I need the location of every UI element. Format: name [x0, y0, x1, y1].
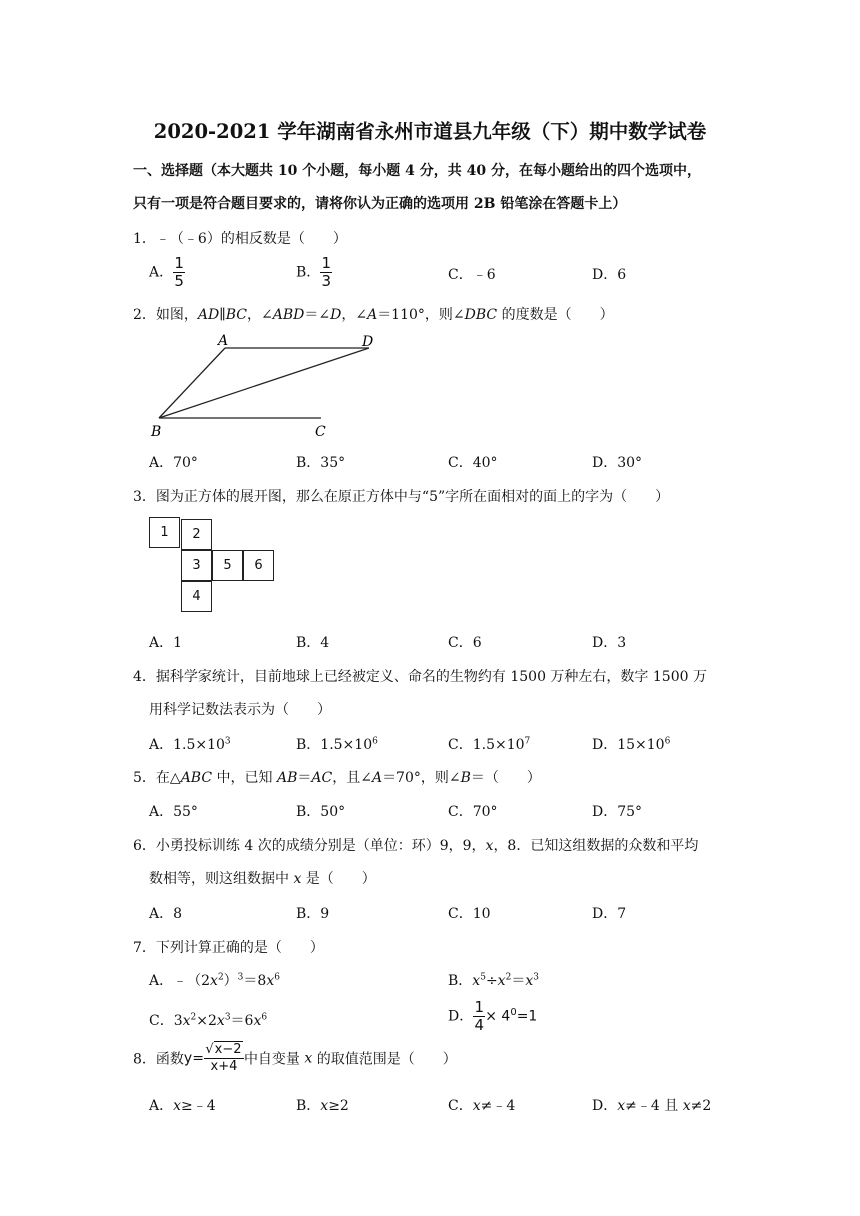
- q7-d-denominator: 4: [474, 1016, 484, 1034]
- q2-stem-mid1: ，∠: [247, 307, 273, 323]
- q6-stem2-post: 是（ ）: [301, 871, 376, 887]
- q3-cell-6: 6: [243, 550, 274, 581]
- q3-option-a: A．1: [149, 635, 183, 651]
- q6-stem1-pre: 6．小勇投标训练 4 次的成绩分别是（单位：环）9，9，: [133, 838, 486, 854]
- question-3-stem: 3．图为正方体的展开图，那么在原正方体中与“5”字所在面相对的面上的字为（ ）: [133, 489, 670, 505]
- q4-option-b: [296, 734, 378, 754]
- question-4-stem-line2: 用科学记数法表示为（ ）: [149, 702, 331, 718]
- q4-option-d: [592, 734, 670, 754]
- q8-d-rest: ≠2: [690, 1098, 712, 1114]
- q1-option-a: [149, 256, 185, 289]
- q8-sqrt: √x−2: [205, 1042, 242, 1057]
- q3-option-d: D．3: [592, 635, 627, 651]
- q8-option-b: [296, 1095, 349, 1115]
- q5-stem-eq: ＝: [297, 770, 312, 786]
- q1-a-numerator: 1: [174, 254, 184, 272]
- q2-stem-dbc: DBC: [464, 307, 498, 323]
- q2-stem-a: A: [367, 307, 378, 323]
- q8-b-rest: ≥2: [328, 1098, 349, 1114]
- q5-stem-b: B: [460, 770, 471, 786]
- q5-option-b: B．50°: [296, 804, 346, 820]
- question-8-stem: [133, 1043, 457, 1074]
- q4-c-exponent: 7: [524, 736, 531, 747]
- question-6-stem-line2: [149, 868, 376, 888]
- q1-b-denominator: 3: [321, 272, 332, 290]
- q4-d-base: D．15×10: [592, 737, 665, 753]
- q6-stem1-post: ，8．已知这组数据的众数和平均: [493, 838, 699, 854]
- q5-stem-mid: 中，已知: [212, 770, 277, 786]
- q8-stem-pre: 8．函数: [133, 1051, 184, 1068]
- question-4-stem-line1: 4．据科学家统计，目前地球上已经被定义、命名的生物约有 1500 万种左右，数字 1500 万: [133, 669, 707, 685]
- q5-option-a: A．55°: [149, 804, 198, 820]
- q8-a-x: x: [173, 1098, 182, 1114]
- page-title: 2020-2021 学年湖南省永州市道县九年级（下）期中数学试卷: [153, 120, 707, 143]
- q8-d-mid: ≠﹣4 且: [625, 1098, 683, 1114]
- q5-stem-end: ＝（ ）: [470, 770, 541, 786]
- q8-b-x: x: [320, 1098, 329, 1114]
- q2-stem-parallel: ∥: [219, 307, 226, 323]
- q2-stem-ad: AD: [197, 307, 220, 323]
- q1-option-a-fraction: [173, 256, 185, 289]
- q1-option-a-label: A．: [149, 264, 174, 281]
- q8-a-label: A．: [149, 1098, 174, 1114]
- q2-label-b: B: [151, 424, 162, 440]
- q2-stem-pre: 2．如图，: [133, 307, 198, 323]
- q8-denominator: x+4: [210, 1059, 238, 1074]
- q8-sqrt-radicand: x−2: [214, 1042, 242, 1057]
- q5-option-c: C．70°: [448, 804, 498, 820]
- q2-figure-trapezoid: [145, 330, 395, 442]
- q6-stem2-pre: 数相等，则这组数据中: [149, 871, 294, 887]
- q4-a-exponent: 3: [224, 736, 231, 747]
- q2-option-b: B．35°: [296, 455, 346, 471]
- q2-label-a: A: [218, 333, 229, 349]
- q2-stem-abd: ABD: [272, 307, 305, 323]
- question-6-stem-line1: [133, 835, 698, 855]
- q3-cell-3: 3: [181, 550, 212, 581]
- q8-a-rest: ≥﹣4: [181, 1098, 216, 1114]
- q6-stem2-x: x: [293, 871, 302, 887]
- q8-d-x: x: [617, 1098, 626, 1114]
- q5-stem-pre: 5．在△: [133, 770, 181, 786]
- q5-option-d: D．75°: [592, 804, 643, 820]
- q8-option-c: [448, 1095, 515, 1115]
- q1-option-c: C．﹣6: [448, 267, 496, 283]
- section-header-line1: 一、选择题（本大题共 10 个小题，每小题 4 分，共 40 分，在每小题给出的四个选项中，: [133, 163, 701, 179]
- q8-c-label: C．: [448, 1098, 473, 1114]
- q6-option-a: A．8: [149, 906, 183, 922]
- q8-function-fraction: [204, 1043, 244, 1074]
- q7-d-numerator: 1: [474, 998, 484, 1016]
- q7-option-d: [448, 1000, 537, 1033]
- q1-option-b-label: B．: [296, 264, 321, 281]
- q7-d-fraction: [473, 1000, 485, 1033]
- q1-option-b-fraction: [320, 256, 332, 289]
- question-5-stem: [133, 767, 541, 787]
- q3-cell-2: 2: [181, 519, 212, 550]
- q4-d-exponent: 6: [664, 736, 671, 747]
- q7-option-a: A．$﹣(2x^2)^3=8x^6$: [149, 972, 280, 989]
- q3-cell-1: 1: [149, 517, 180, 548]
- q6-option-c: C．10: [448, 906, 491, 922]
- q8-option-a: [149, 1095, 216, 1115]
- q5-stem-mid2: ，且∠: [332, 770, 372, 786]
- q6-stem1-x: x: [485, 838, 494, 854]
- q8-stem-post: 的取值范围是（ ）: [312, 1051, 457, 1068]
- q7-b-label: B．: [448, 973, 473, 989]
- q7-d-times-four: × 4: [485, 1008, 511, 1025]
- question-1-stem: 1．﹣（﹣6）的相反数是（ ）: [133, 231, 347, 247]
- q4-option-a: [149, 734, 231, 754]
- q7-a-label: A．﹣（2: [149, 973, 211, 989]
- q3-cell-4: 4: [181, 581, 212, 612]
- q7-option-c: C．$3x^2\times 2x^3=6x^6$: [149, 1012, 268, 1029]
- q2-option-d: D．30°: [592, 455, 643, 471]
- q2-option-c: C．40°: [448, 455, 498, 471]
- q8-option-d: [592, 1095, 711, 1115]
- q8-b-label: B．: [296, 1098, 321, 1114]
- q5-stem-abc: ABC: [180, 770, 213, 786]
- q4-a-base: A．1.5×10: [149, 737, 225, 753]
- q7-d-label: D．: [448, 1008, 474, 1025]
- question-2-stem: [133, 304, 614, 324]
- q5-stem-mid3: ＝70°，则∠: [382, 770, 461, 786]
- question-7-stem: 7．下列计算正确的是（ ）: [133, 940, 324, 956]
- q2-stem-end: 的度数是（ ）: [497, 307, 614, 323]
- q2-stem-eq1: ＝∠: [304, 307, 331, 323]
- q2-label-c: C: [315, 424, 326, 440]
- q8-stem-x: x: [304, 1050, 313, 1067]
- q1-option-d: D．6: [592, 267, 627, 283]
- q3-option-c: C．6: [448, 635, 482, 651]
- q3-option-b: B．4: [296, 635, 330, 651]
- q1-a-denominator: 5: [174, 272, 184, 290]
- q6-option-b: B．9: [296, 906, 330, 922]
- q7-d-exponent: 0: [510, 1006, 517, 1018]
- q3-cube-net: [149, 517, 279, 617]
- q2-stem-mid2: ，∠: [341, 307, 368, 323]
- q4-c-base: C．1.5×10: [448, 737, 525, 753]
- q7-option-b: B．$x^5\div x^2=x^3$: [448, 972, 539, 989]
- q8-c-x: x: [472, 1098, 481, 1114]
- q4-b-base: B．1.5×10: [296, 737, 373, 753]
- q1-option-b: [296, 256, 332, 289]
- q7-c-label: C．3: [149, 1013, 183, 1029]
- q7-d-equals: =1: [516, 1008, 538, 1025]
- q6-option-d: D．7: [592, 906, 627, 922]
- q4-b-exponent: 6: [372, 736, 378, 747]
- q1-b-numerator: 1: [321, 254, 332, 272]
- q2-label-d: D: [362, 334, 374, 350]
- q2-stem-eq2: ＝110°，则∠: [377, 307, 465, 323]
- q4-option-c: [448, 734, 530, 754]
- section-header-line2: 只有一项是符合题目要求的，请将你认为正确的选项用 2B 铅笔涂在答题卡上）: [133, 196, 627, 212]
- q2-line-bd: [159, 348, 369, 418]
- q8-stem-post-pre: 中自变量: [243, 1051, 305, 1068]
- q5-stem-ab: AB: [276, 770, 298, 786]
- q2-stem-d: D: [330, 307, 342, 323]
- q5-stem-a: A: [371, 770, 383, 786]
- q8-d-x2: x: [682, 1098, 691, 1114]
- q2-stem-bc: BC: [225, 307, 247, 323]
- q5-stem-ac: AC: [311, 770, 333, 786]
- q3-cell-5: 5: [212, 550, 243, 581]
- q8-y-equals: y=: [183, 1050, 204, 1067]
- q8-c-rest: ≠﹣4: [480, 1098, 516, 1114]
- q2-option-a: A．70°: [149, 455, 198, 471]
- q8-d-label: D．: [592, 1098, 618, 1114]
